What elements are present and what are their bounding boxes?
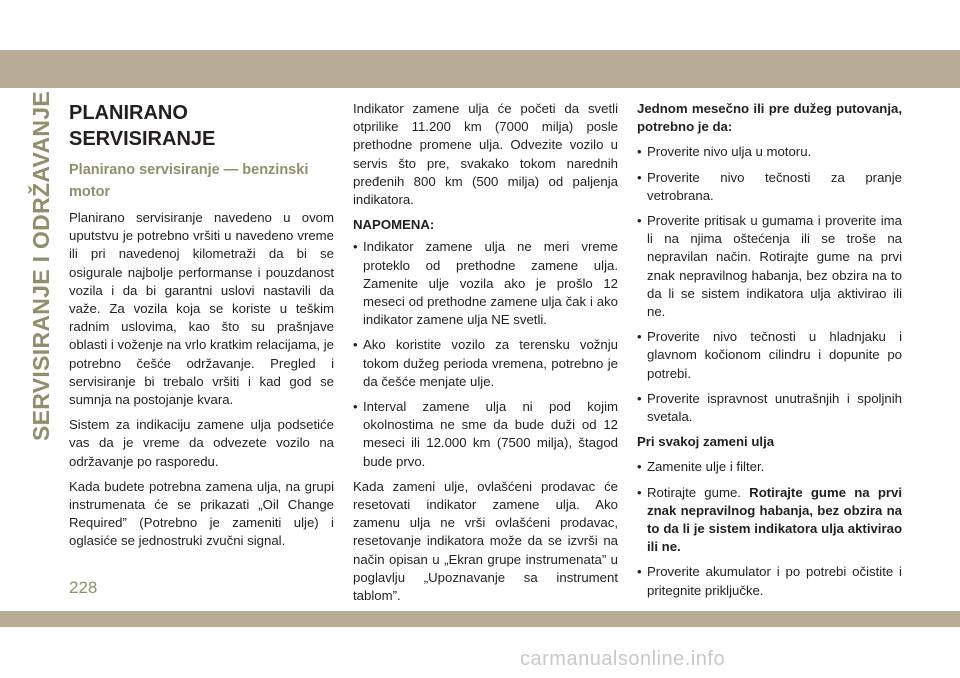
column-right — [637, 100, 902, 607]
paragraph: Kada zameni ulje, ovlašćeni prodavac će resetovati indikator zamene ulja. Ako zamenu ulja ne vrši ovlašćeni prodavac, resetovanje indikatora može da se izvrši na način opisan u „Ekran grupe instrumenata” u poglavlju „Upoznavanje sa instrument tablom”. — [353, 478, 618, 604]
bullet: • — [637, 484, 642, 500]
list-item-text: Proverite nivo ulja u motoru. — [647, 144, 812, 160]
bullet: • — [637, 329, 642, 345]
list-item-text: Zamenite ulje i filter. — [647, 459, 765, 475]
list-heading: Pri svakoj zameni ulja — [637, 434, 775, 450]
watermark: carmanualsonline.info — [520, 648, 726, 670]
bullet: • — [637, 459, 642, 475]
paragraph: Sistem za indikaciju zamene ulja podsetiće vas da je vreme da odvezete vozilo na održavanje po rasporedu. — [69, 417, 334, 469]
list-item-bold-text: Rotirajte gume na prvi znak nepravilnog habanja, bez obzira na to da li je sistem indikatora ulja aktivirao ili ne. — [647, 484, 903, 555]
list-item-text: Interval zamene ulja ni pod kojim okolnostima ne sme da bude duži od 12 meseci ili 12.000 km (7500 milja), štagod bude prvo. — [363, 399, 618, 469]
note-heading: NAPOMENA: — [353, 217, 435, 233]
paragraph: Planirano servisiranje navedeno u ovom uputstvu je potrebno vršiti u navedeno vreme ili pri navedenoj kilometraži da bi se osigurale najbolje performanse i pouzdanost vozila i da bi garantni uslovi nastavili da važe. Za vozila koja se koriste u teškim radnim uslovima, kao što su prašnjave oblasti i voženje na vrlo kratkim relacijama, je potrebno češće održavanje. Pregled i servisiranje bi trebalo vršiti i kad god se sumnja na postojanje kvara. — [69, 210, 334, 408]
page-title: PLANIRANO SERVISIRANJE — [69, 102, 216, 150]
list-item — [637, 458, 902, 476]
section-side-title: SERVISIRANJE I ODRŽAVANJE — [28, 90, 54, 441]
list-item-text: Indikator zamene ulja ne meri vreme proteklo od prethodne zamene ulja. Zamenite ulje vozila ako je prošlo 12 meseci od prethodne zamene ulja čak i ako indikator zamene ulja NE svetli. — [363, 239, 618, 328]
list-item — [353, 398, 618, 471]
list-item — [637, 390, 902, 426]
column-middle — [353, 100, 618, 612]
paragraph: Indikator zamene ulja će početi da svetli otprilike 11.200 km (7000 milja) posle prethodne promene ulja. Odvezite vozilo u servis što pre, svakako tokom narednih pređenih 800 km (500 milja) od paljenja indikatora. — [353, 101, 618, 208]
bullet: • — [637, 213, 642, 229]
list-item-text: Ako koristite vozilo za terensku vožnju tokom dužeg perioda vremena, potrebno je da češće menjate ulje. — [363, 337, 618, 389]
list-item-text: Proverite pritisak u gumama i proverite ima li na njima oštećenja ili se troše na nepravilan način. Rotirajte gume na prvi znak nepravilnog habanja, bez obzira na to da li se sistem indikatora ulja aktivirao ili ne. — [647, 213, 902, 320]
bullet: • — [353, 399, 358, 415]
header-band — [0, 50, 960, 88]
list-item — [637, 169, 902, 205]
list-item — [353, 238, 618, 329]
list-item-text: Rotirajte gume. — [647, 484, 741, 500]
list-item-text: Proverite akumulator i po potrebi očistite i pritegnite priključke. — [647, 564, 902, 598]
list-item-text: Proverite nivo tečnosti za pranje vetrobrana. — [647, 169, 902, 203]
list-item-text: Proverite ispravnost unutrašnjih i spoljnih svetala. — [647, 390, 902, 425]
bullet: • — [637, 169, 642, 185]
bullet: • — [353, 239, 358, 255]
list-item — [353, 336, 618, 391]
list-item — [637, 143, 902, 161]
list-item — [637, 328, 902, 383]
footer-band — [0, 611, 960, 627]
bullet: • — [637, 564, 642, 580]
list-heading: Jednom mesečno ili pre dužeg putovanja, potrebno je da: — [637, 101, 902, 135]
paragraph: Kada budete potrebna zamena ulja, na grupi instrumenata će se prikazati „Oil Change Required” (Potrebno je zameniti ulje) i oglasiće se jednostruki zvučni signal. — [69, 478, 334, 549]
list-item — [637, 484, 902, 557]
bullet: • — [637, 390, 642, 406]
section-subtitle: Planirano servisiranje — benzinski motor — [69, 162, 309, 200]
column-left — [69, 100, 334, 558]
page-number: 228 — [69, 578, 98, 597]
list-item-text: Proverite nivo tečnosti u hladnjaku i glavnom kočionom cilindru i dopunite po potrebi. — [647, 329, 902, 381]
list-item — [637, 563, 902, 599]
list-item — [637, 212, 902, 321]
bullet: • — [637, 144, 642, 160]
bullet: • — [353, 337, 358, 353]
